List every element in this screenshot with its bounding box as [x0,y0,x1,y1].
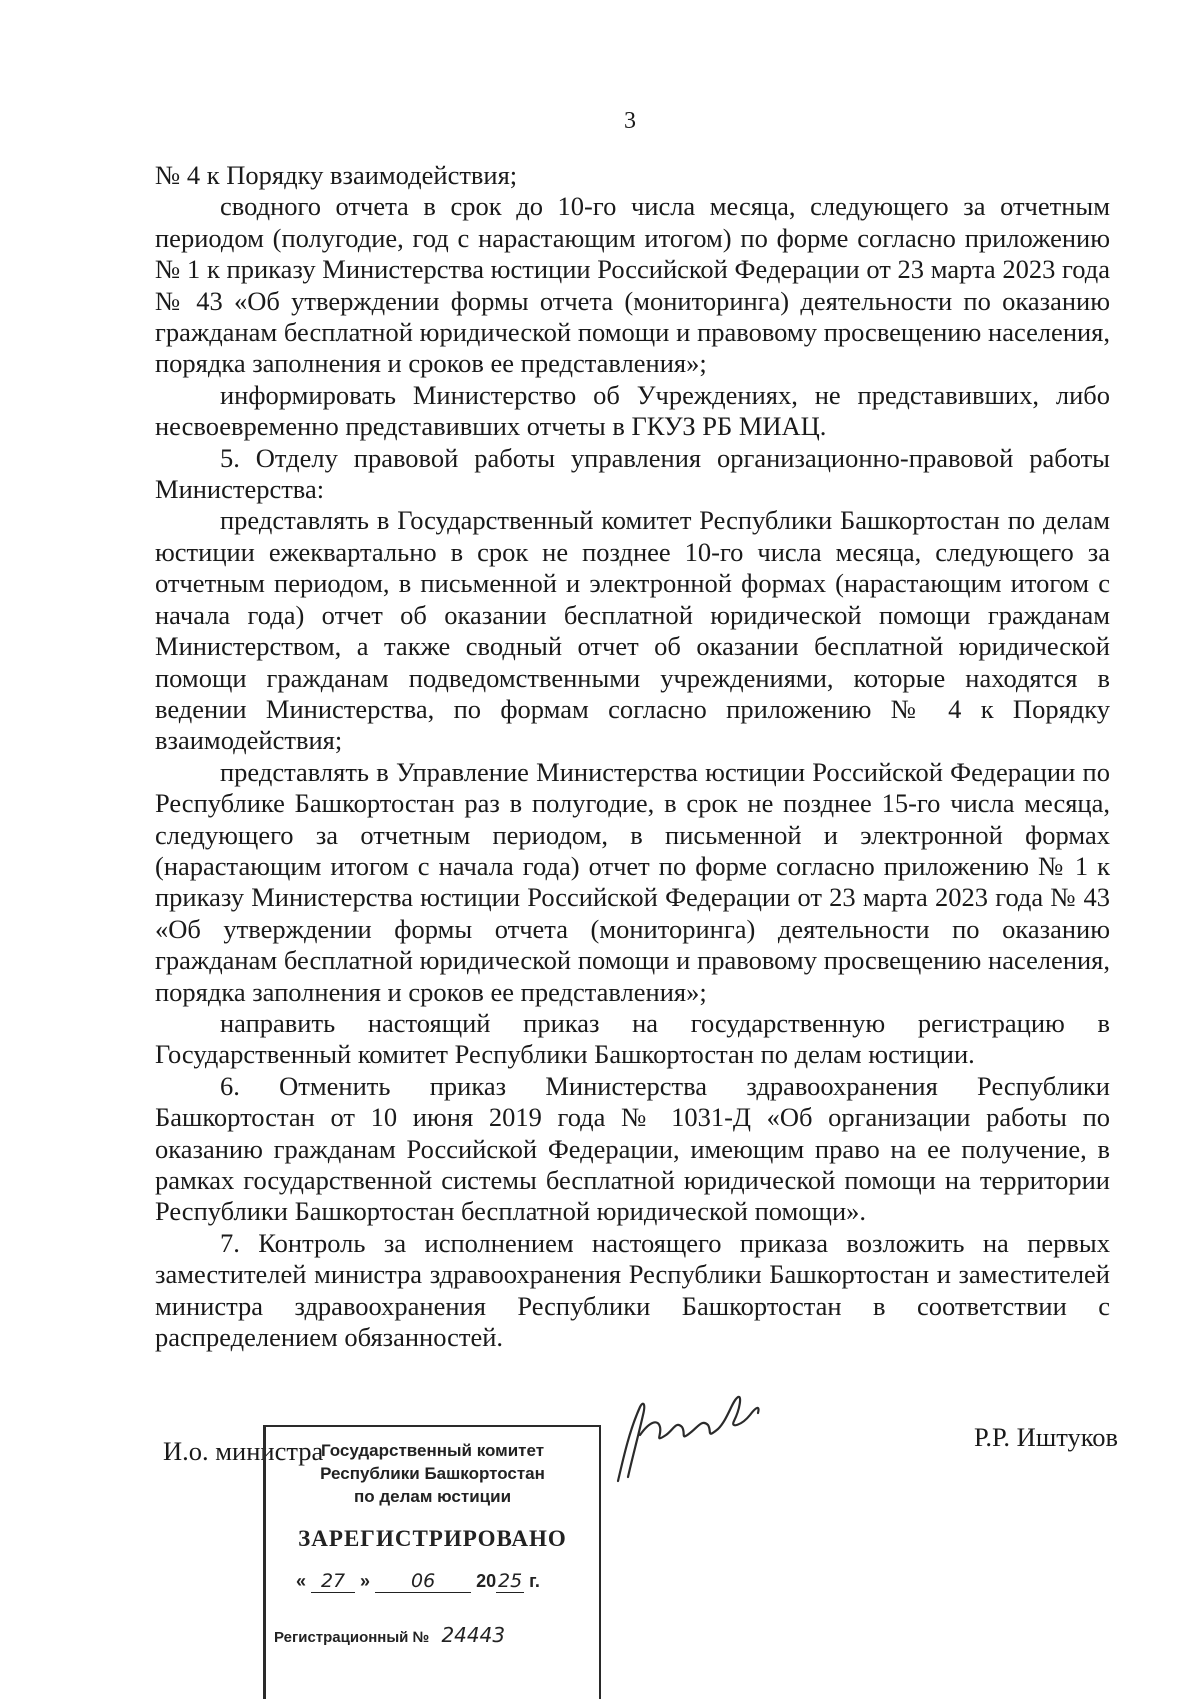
registration-stamp [263,1425,601,1699]
stamp-date-day: 27 [311,1570,355,1593]
stamp-reg-label: Регистрационный № [274,1629,430,1646]
signatory-position: И.о. министра [163,1436,324,1466]
paragraph-4: 5. Отделу правовой работы управления организационно-правовой работы Министерства: [155,442,1110,505]
paragraph-3: информировать Министерство об Учреждениях, не представивших, либо несвоевременно представивших отчеты в ГКУЗ РБ МИАЦ. [155,379,1110,442]
document-body [155,160,1110,1353]
paragraph-7: направить настоящий приказ на государственную регистрацию в Государственный комитет Республики Башкортостан по делам юстиции. [155,1007,1110,1070]
paragraph-8: 6. Отменить приказ Министерства здравоохранения Республики Башкортостан от 10 июня 2019 года № 1031-Д «Об организации работы по оказанию гражданам Российской Федерации, имеющим право на ее получение, в рамках государственной системы бесплатной юридической помощи на территории Республики Башкортостан бесплатной юридической помощи». [155,1070,1110,1227]
handwritten-signature [610,1385,780,1495]
stamp-registration [274,1623,599,1647]
paragraph-6: представлять в Управление Министерства юстиции Российской Федерации по Республике Башкортостан раз в полугодие, в срок не позднее 15-го числа месяца, следующего за отчетным периодом, в письменной и электронной формах (нарастающим итогом с начала года) отчет по форме согласно приложению № 1 к приказу Министерства юстиции Российской Федерации от 23 марта 2023 года № 43 «Об утверждении формы отчета (мониторинга) деятельности по оказанию гражданам бесплатной юридической помощи и правовому просвещению населения, порядка заполнения и сроков ее представления»; [155,756,1110,1007]
stamp-date-year-unit: г. [529,1571,540,1591]
stamp-status: ЗАРЕГИСТРИРОВАНО [298,1526,567,1551]
stamp-date-quote-close: » [360,1571,371,1591]
stamp-date-year-prefix: 20 [476,1571,497,1591]
paragraph-5: представлять в Государственный комитет Республики Башкортостан по делам юстиции ежеквартально в срок не позднее 10-го числа месяца, следующего за отчетным периодом, в письменной и электронной формах (нарастающим итогом с начала года) отчет об оказании бесплатной юридической помощи гражданам Министерством, а также сводный отчет об оказании бесплатной юридической помощи гражданам подведомственными учреждениями, которые находятся в ведении Министерства, по формам согласно приложению № 4 к Порядку взаимодействия; [155,505,1110,756]
stamp-org-line: Республики Башкортостан [320,1464,545,1483]
stamp-date-quote-open: « [296,1571,307,1591]
page-number: 3 [624,108,636,134]
stamp-date-year-suffix: 25 [498,1570,523,1592]
stamp-date [296,1570,599,1593]
signatory-name: Р.Р. Иштуков [973,1422,1118,1452]
stamp-date-month: 06 [375,1570,471,1593]
paragraph-9: 7. Контроль за исполнением настоящего приказа возложить на первых заместителей министра здравоохранения Республики Башкортостан и заместителей министра здравоохранения Республики Башкортостан в соответствии с распределением обязанностей. [155,1227,1110,1353]
stamp-org-line: по делам юстиции [353,1487,512,1506]
stamp-organization [266,1439,599,1508]
stamp-reg-number: 24443 [441,1623,506,1647]
paragraph-2: сводного отчета в срок до 10-го числа месяца, следующего за отчетным периодом (полугодие, год с нарастающим итогом) по форме согласно приложению № 1 к приказу Министерства юстиции Российской Федерации от 23 марта 2023 года № 43 «Об утверждении формы отчета (мониторинга) деятельности по оказанию гражданам бесплатной юридической помощи и правовому просвещению населения, порядка заполнения и сроков ее представления»; [155,191,1110,379]
paragraph-1: № 4 к Порядку взаимодействия; [155,160,518,190]
stamp-org-line: Государственный комитет [320,1441,545,1460]
